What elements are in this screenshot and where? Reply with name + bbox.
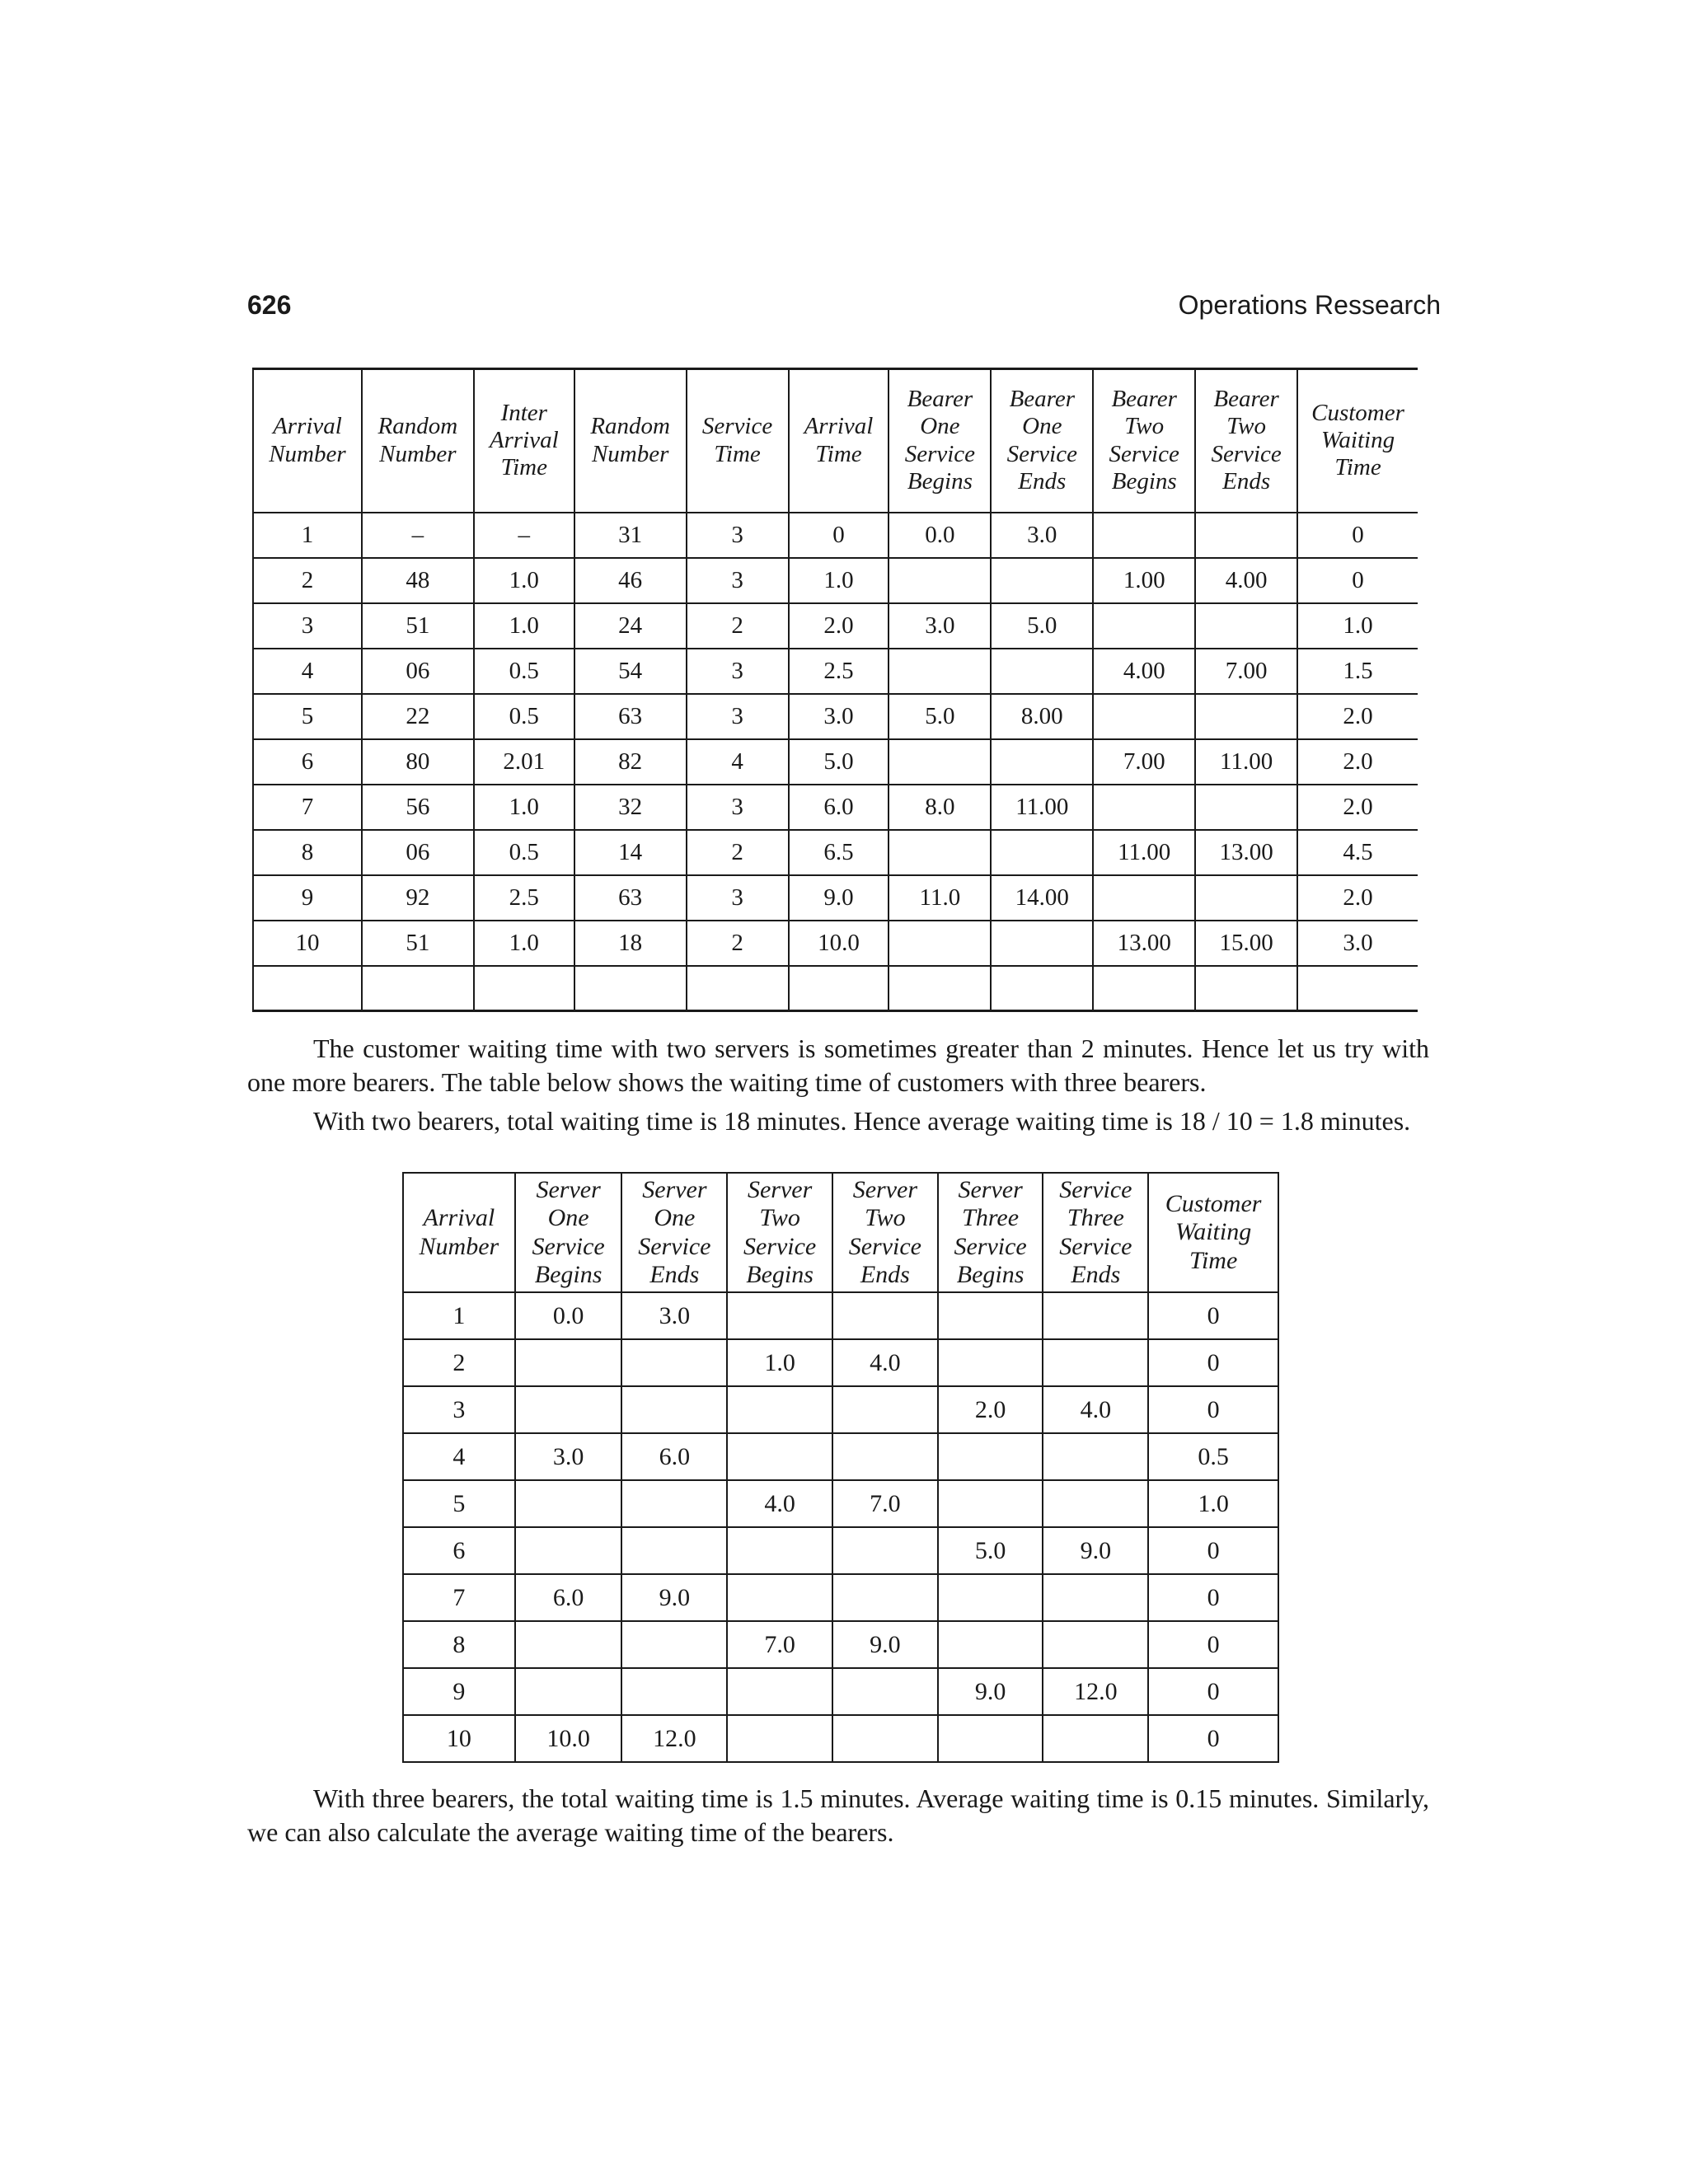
- column-header: Random Number: [362, 369, 474, 513]
- table-cell: 2.5: [789, 649, 889, 694]
- table-row: [403, 1386, 1278, 1433]
- table-cell: [889, 921, 991, 966]
- table-cell: [1195, 603, 1297, 649]
- table-cell: 0: [1297, 513, 1418, 558]
- table-cell: [474, 966, 574, 1011]
- table-cell: 8.00: [991, 694, 1093, 739]
- table-cell: 4: [687, 739, 789, 785]
- table-cell: 4.5: [1297, 830, 1418, 875]
- table-cell: 54: [574, 649, 687, 694]
- table-cell: 4: [253, 649, 362, 694]
- table-cell: 2: [687, 603, 789, 649]
- table-cell: [889, 830, 991, 875]
- table-row: [253, 694, 1418, 739]
- table-row: [253, 921, 1418, 966]
- table-cell: 1.0: [1297, 603, 1418, 649]
- table-cell: 24: [574, 603, 687, 649]
- table-cell: 80: [362, 739, 474, 785]
- table-cell: 2: [687, 830, 789, 875]
- table-row: [253, 875, 1418, 921]
- table-cell: 7.0: [832, 1480, 938, 1527]
- table-cell: 56: [362, 785, 474, 830]
- table-cell: 6: [403, 1527, 515, 1574]
- table-cell: [1043, 1621, 1148, 1668]
- table-cell: [727, 1292, 832, 1339]
- table-row: [403, 1715, 1278, 1762]
- table-cell: [727, 1433, 832, 1480]
- table-row: [403, 1292, 1278, 1339]
- table-cell: 15.00: [1195, 921, 1297, 966]
- table-row: [403, 1668, 1278, 1715]
- table-cell: 1.0: [474, 558, 574, 603]
- paragraph-two-bearers-average: With two bearers, total waiting time is 18 minutes. Hence average waiting time is 18 / 10 = 1.8 minutes.: [313, 1106, 1411, 1136]
- table-cell: 2.0: [789, 603, 889, 649]
- table-cell: 48: [362, 558, 474, 603]
- table-row: [403, 1433, 1278, 1480]
- column-header: Service Three Service Ends: [1043, 1173, 1148, 1292]
- table-cell: 0.5: [474, 830, 574, 875]
- table-cell: 3.0: [991, 513, 1093, 558]
- table-cell: 9: [253, 875, 362, 921]
- table-cell: 5: [253, 694, 362, 739]
- table-cell: 0: [1148, 1339, 1278, 1386]
- table-cell: 3: [687, 513, 789, 558]
- table-cell: [621, 1386, 727, 1433]
- table-cell: 11.00: [1195, 739, 1297, 785]
- table-cell: 8.0: [889, 785, 991, 830]
- table-cell: 11.00: [1093, 830, 1195, 875]
- table-cell: 5.0: [889, 694, 991, 739]
- table-cell: 12.0: [1043, 1668, 1148, 1715]
- table-cell: [938, 1621, 1043, 1668]
- table-cell: [621, 1668, 727, 1715]
- table-cell: [1043, 1480, 1148, 1527]
- table-cell: [991, 966, 1093, 1011]
- table-cell: 8: [253, 830, 362, 875]
- table-cell: [515, 1621, 622, 1668]
- table-cell: [515, 1339, 622, 1386]
- table-cell: [1195, 966, 1297, 1011]
- column-header: Bearer Two Service Begins: [1093, 369, 1195, 513]
- table-cell: 3.0: [889, 603, 991, 649]
- table-cell: 06: [362, 830, 474, 875]
- table-cell: [621, 1339, 727, 1386]
- table-row: [253, 739, 1418, 785]
- table-cell: 4.0: [727, 1480, 832, 1527]
- table-cell: 14: [574, 830, 687, 875]
- table-cell: 22: [362, 694, 474, 739]
- table-cell: [889, 966, 991, 1011]
- table-cell: –: [362, 513, 474, 558]
- table-cell: 1: [253, 513, 362, 558]
- table-cell: 3: [687, 649, 789, 694]
- table-cell: [1195, 875, 1297, 921]
- column-header: Arrival Number: [253, 369, 362, 513]
- column-header: Server Two Service Ends: [832, 1173, 938, 1292]
- table-cell: 7.00: [1195, 649, 1297, 694]
- table-cell: 5.0: [789, 739, 889, 785]
- table-cell: [938, 1292, 1043, 1339]
- table-cell: [832, 1527, 938, 1574]
- table-cell: 2: [403, 1339, 515, 1386]
- column-header: Arrival Time: [789, 369, 889, 513]
- table-row: [403, 1621, 1278, 1668]
- table-cell: [1093, 966, 1195, 1011]
- table-cell: 4.0: [832, 1339, 938, 1386]
- table-cell: 06: [362, 649, 474, 694]
- table-cell: 31: [574, 513, 687, 558]
- table-row: [253, 966, 1418, 1011]
- table-header-row: [403, 1173, 1278, 1292]
- column-header: Inter Arrival Time: [474, 369, 574, 513]
- table-cell: 9: [403, 1668, 515, 1715]
- table-cell: 6.0: [621, 1433, 727, 1480]
- table-cell: [889, 649, 991, 694]
- table-cell: [832, 1574, 938, 1621]
- table-cell: 9.0: [938, 1668, 1043, 1715]
- table-cell: 3: [687, 875, 789, 921]
- table-cell: 3: [687, 694, 789, 739]
- column-header: Arrival Number: [403, 1173, 515, 1292]
- table-cell: [991, 649, 1093, 694]
- table-cell: [621, 1480, 727, 1527]
- table-cell: 3: [687, 558, 789, 603]
- table-cell: 1.0: [474, 921, 574, 966]
- table-cell: [889, 558, 991, 603]
- two-bearer-simulation-table: [252, 368, 1418, 1012]
- table-cell: 9.0: [832, 1621, 938, 1668]
- table-cell: [1195, 694, 1297, 739]
- table-cell: 18: [574, 921, 687, 966]
- table-row: [253, 649, 1418, 694]
- table-cell: 7.0: [727, 1621, 832, 1668]
- table-cell: 1.00: [1093, 558, 1195, 603]
- table-cell: 2.0: [1297, 694, 1418, 739]
- table-cell: 0.5: [474, 649, 574, 694]
- table-row: [403, 1527, 1278, 1574]
- table-cell: [1195, 785, 1297, 830]
- table-cell: [727, 1668, 832, 1715]
- table-cell: [1043, 1574, 1148, 1621]
- table-row: [253, 558, 1418, 603]
- table-cell: [1093, 694, 1195, 739]
- table-cell: [789, 966, 889, 1011]
- table-cell: 6.5: [789, 830, 889, 875]
- table-cell: [515, 1386, 622, 1433]
- table-cell: 9.0: [789, 875, 889, 921]
- table-cell: [515, 1527, 622, 1574]
- table-cell: [991, 921, 1093, 966]
- table-cell: 14.00: [991, 875, 1093, 921]
- table-cell: 82: [574, 739, 687, 785]
- column-header: Server Two Service Begins: [727, 1173, 832, 1292]
- table-cell: 10: [403, 1715, 515, 1762]
- table-cell: 51: [362, 921, 474, 966]
- table-cell: [1043, 1433, 1148, 1480]
- table-cell: 3: [253, 603, 362, 649]
- table-cell: [727, 1386, 832, 1433]
- table-cell: 4.00: [1093, 649, 1195, 694]
- table-cell: [832, 1715, 938, 1762]
- table-cell: [1093, 513, 1195, 558]
- table-cell: 2.0: [1297, 875, 1418, 921]
- table-cell: [889, 739, 991, 785]
- table-cell: 51: [362, 603, 474, 649]
- table-cell: 2.0: [938, 1386, 1043, 1433]
- table-cell: 10.0: [515, 1715, 622, 1762]
- table-cell: [1093, 785, 1195, 830]
- table-cell: 6.0: [515, 1574, 622, 1621]
- table-cell: 0: [789, 513, 889, 558]
- column-header: Server One Service Begins: [515, 1173, 622, 1292]
- table-cell: 1: [403, 1292, 515, 1339]
- table-cell: 0.5: [1148, 1433, 1278, 1480]
- table-cell: 2.5: [474, 875, 574, 921]
- table-cell: 6.0: [789, 785, 889, 830]
- page-number: 626: [247, 290, 292, 320]
- column-header: Customer Waiting Time: [1297, 369, 1418, 513]
- table-cell: 7: [253, 785, 362, 830]
- table-cell: 11.00: [991, 785, 1093, 830]
- table-cell: 13.00: [1195, 830, 1297, 875]
- table-cell: [727, 1527, 832, 1574]
- table-cell: 13.00: [1093, 921, 1195, 966]
- table-cell: [832, 1433, 938, 1480]
- running-title: Operations Ressearch: [1178, 290, 1441, 320]
- table-cell: 46: [574, 558, 687, 603]
- table-cell: [515, 1668, 622, 1715]
- table-cell: 1.0: [727, 1339, 832, 1386]
- column-header: Bearer Two Service Ends: [1195, 369, 1297, 513]
- table-cell: 1.5: [1297, 649, 1418, 694]
- table-cell: 0: [1148, 1292, 1278, 1339]
- table-row: [253, 785, 1418, 830]
- paragraph-two-servers: The customer waiting time with two servers is sometimes greater than 2 minutes. Hence let us try with one more bearers. The table below shows the waiting time of customers with three bearers.: [247, 1033, 1429, 1097]
- table-cell: 6: [253, 739, 362, 785]
- table-cell: 1.0: [789, 558, 889, 603]
- table-cell: 7.00: [1093, 739, 1195, 785]
- table-cell: 0: [1148, 1386, 1278, 1433]
- table-cell: 9.0: [621, 1574, 727, 1621]
- table-header-row: [253, 369, 1418, 513]
- table-cell: 11.0: [889, 875, 991, 921]
- table-cell: [621, 1527, 727, 1574]
- table-cell: [938, 1339, 1043, 1386]
- table-cell: 0.0: [889, 513, 991, 558]
- column-header: Random Number: [574, 369, 687, 513]
- table-cell: 3.0: [1297, 921, 1418, 966]
- column-header: Bearer One Service Ends: [991, 369, 1093, 513]
- table-cell: 63: [574, 875, 687, 921]
- table-cell: 2.01: [474, 739, 574, 785]
- table-cell: 0: [1148, 1668, 1278, 1715]
- table-cell: [991, 558, 1093, 603]
- table-cell: 1.0: [474, 603, 574, 649]
- table-cell: [832, 1292, 938, 1339]
- table-cell: [1195, 513, 1297, 558]
- table-cell: [1043, 1339, 1148, 1386]
- table-cell: [1093, 603, 1195, 649]
- table-cell: 8: [403, 1621, 515, 1668]
- table-cell: [1093, 875, 1195, 921]
- table-cell: 3.0: [621, 1292, 727, 1339]
- table-row: [253, 513, 1418, 558]
- table-cell: 2.0: [1297, 785, 1418, 830]
- table-cell: [1043, 1292, 1148, 1339]
- table-cell: 1.0: [474, 785, 574, 830]
- table-cell: 63: [574, 694, 687, 739]
- table-cell: 3: [403, 1386, 515, 1433]
- table-cell: [832, 1668, 938, 1715]
- table-cell: 0: [1148, 1715, 1278, 1762]
- table-cell: [1043, 1715, 1148, 1762]
- table-cell: 0.0: [515, 1292, 622, 1339]
- table-cell: 1.0: [1148, 1480, 1278, 1527]
- table-cell: [687, 966, 789, 1011]
- table-row: [253, 830, 1418, 875]
- table-cell: [362, 966, 474, 1011]
- table-cell: [727, 1574, 832, 1621]
- table-cell: [1297, 966, 1418, 1011]
- table-cell: 5.0: [938, 1527, 1043, 1574]
- column-header: Server Three Service Begins: [938, 1173, 1043, 1292]
- table-cell: [832, 1386, 938, 1433]
- table-cell: 0.5: [474, 694, 574, 739]
- table-cell: 3: [687, 785, 789, 830]
- table-row: [253, 603, 1418, 649]
- table-cell: 0: [1148, 1574, 1278, 1621]
- table-cell: 5.0: [991, 603, 1093, 649]
- table-cell: 0: [1297, 558, 1418, 603]
- table-cell: 12.0: [621, 1715, 727, 1762]
- table-cell: [515, 1480, 622, 1527]
- table-cell: 32: [574, 785, 687, 830]
- table-cell: 4.0: [1043, 1386, 1148, 1433]
- table-cell: 10: [253, 921, 362, 966]
- table-cell: 9.0: [1043, 1527, 1148, 1574]
- table-cell: 2.0: [1297, 739, 1418, 785]
- table-cell: –: [474, 513, 574, 558]
- table-cell: [938, 1480, 1043, 1527]
- table-cell: 2: [253, 558, 362, 603]
- table-cell: 4.00: [1195, 558, 1297, 603]
- column-header: Bearer One Service Begins: [889, 369, 991, 513]
- table-cell: 5: [403, 1480, 515, 1527]
- table-cell: [253, 966, 362, 1011]
- three-bearer-simulation-table: [402, 1172, 1279, 1763]
- table-cell: 92: [362, 875, 474, 921]
- column-header: Server One Service Ends: [621, 1173, 727, 1292]
- table-cell: [621, 1621, 727, 1668]
- table-cell: [938, 1715, 1043, 1762]
- table-cell: 3.0: [515, 1433, 622, 1480]
- column-header: Service Time: [687, 369, 789, 513]
- table-cell: [938, 1433, 1043, 1480]
- table-row: [403, 1339, 1278, 1386]
- column-header: Customer Waiting Time: [1148, 1173, 1278, 1292]
- table-row: [403, 1480, 1278, 1527]
- table-cell: [991, 830, 1093, 875]
- table-cell: [938, 1574, 1043, 1621]
- table-cell: 0: [1148, 1527, 1278, 1574]
- paragraph-three-bearers-average: With three bearers, the total waiting time is 1.5 minutes. Average waiting time is 0.15 minutes. Similarly, we can also calculate the average waiting time of the bearers.: [247, 1783, 1429, 1847]
- table-cell: 3.0: [789, 694, 889, 739]
- table-cell: 0: [1148, 1621, 1278, 1668]
- table-cell: [574, 966, 687, 1011]
- table-cell: [727, 1715, 832, 1762]
- table-cell: 10.0: [789, 921, 889, 966]
- table-row: [403, 1574, 1278, 1621]
- table-cell: 4: [403, 1433, 515, 1480]
- table-cell: [991, 739, 1093, 785]
- table-cell: 2: [687, 921, 789, 966]
- table-cell: 7: [403, 1574, 515, 1621]
